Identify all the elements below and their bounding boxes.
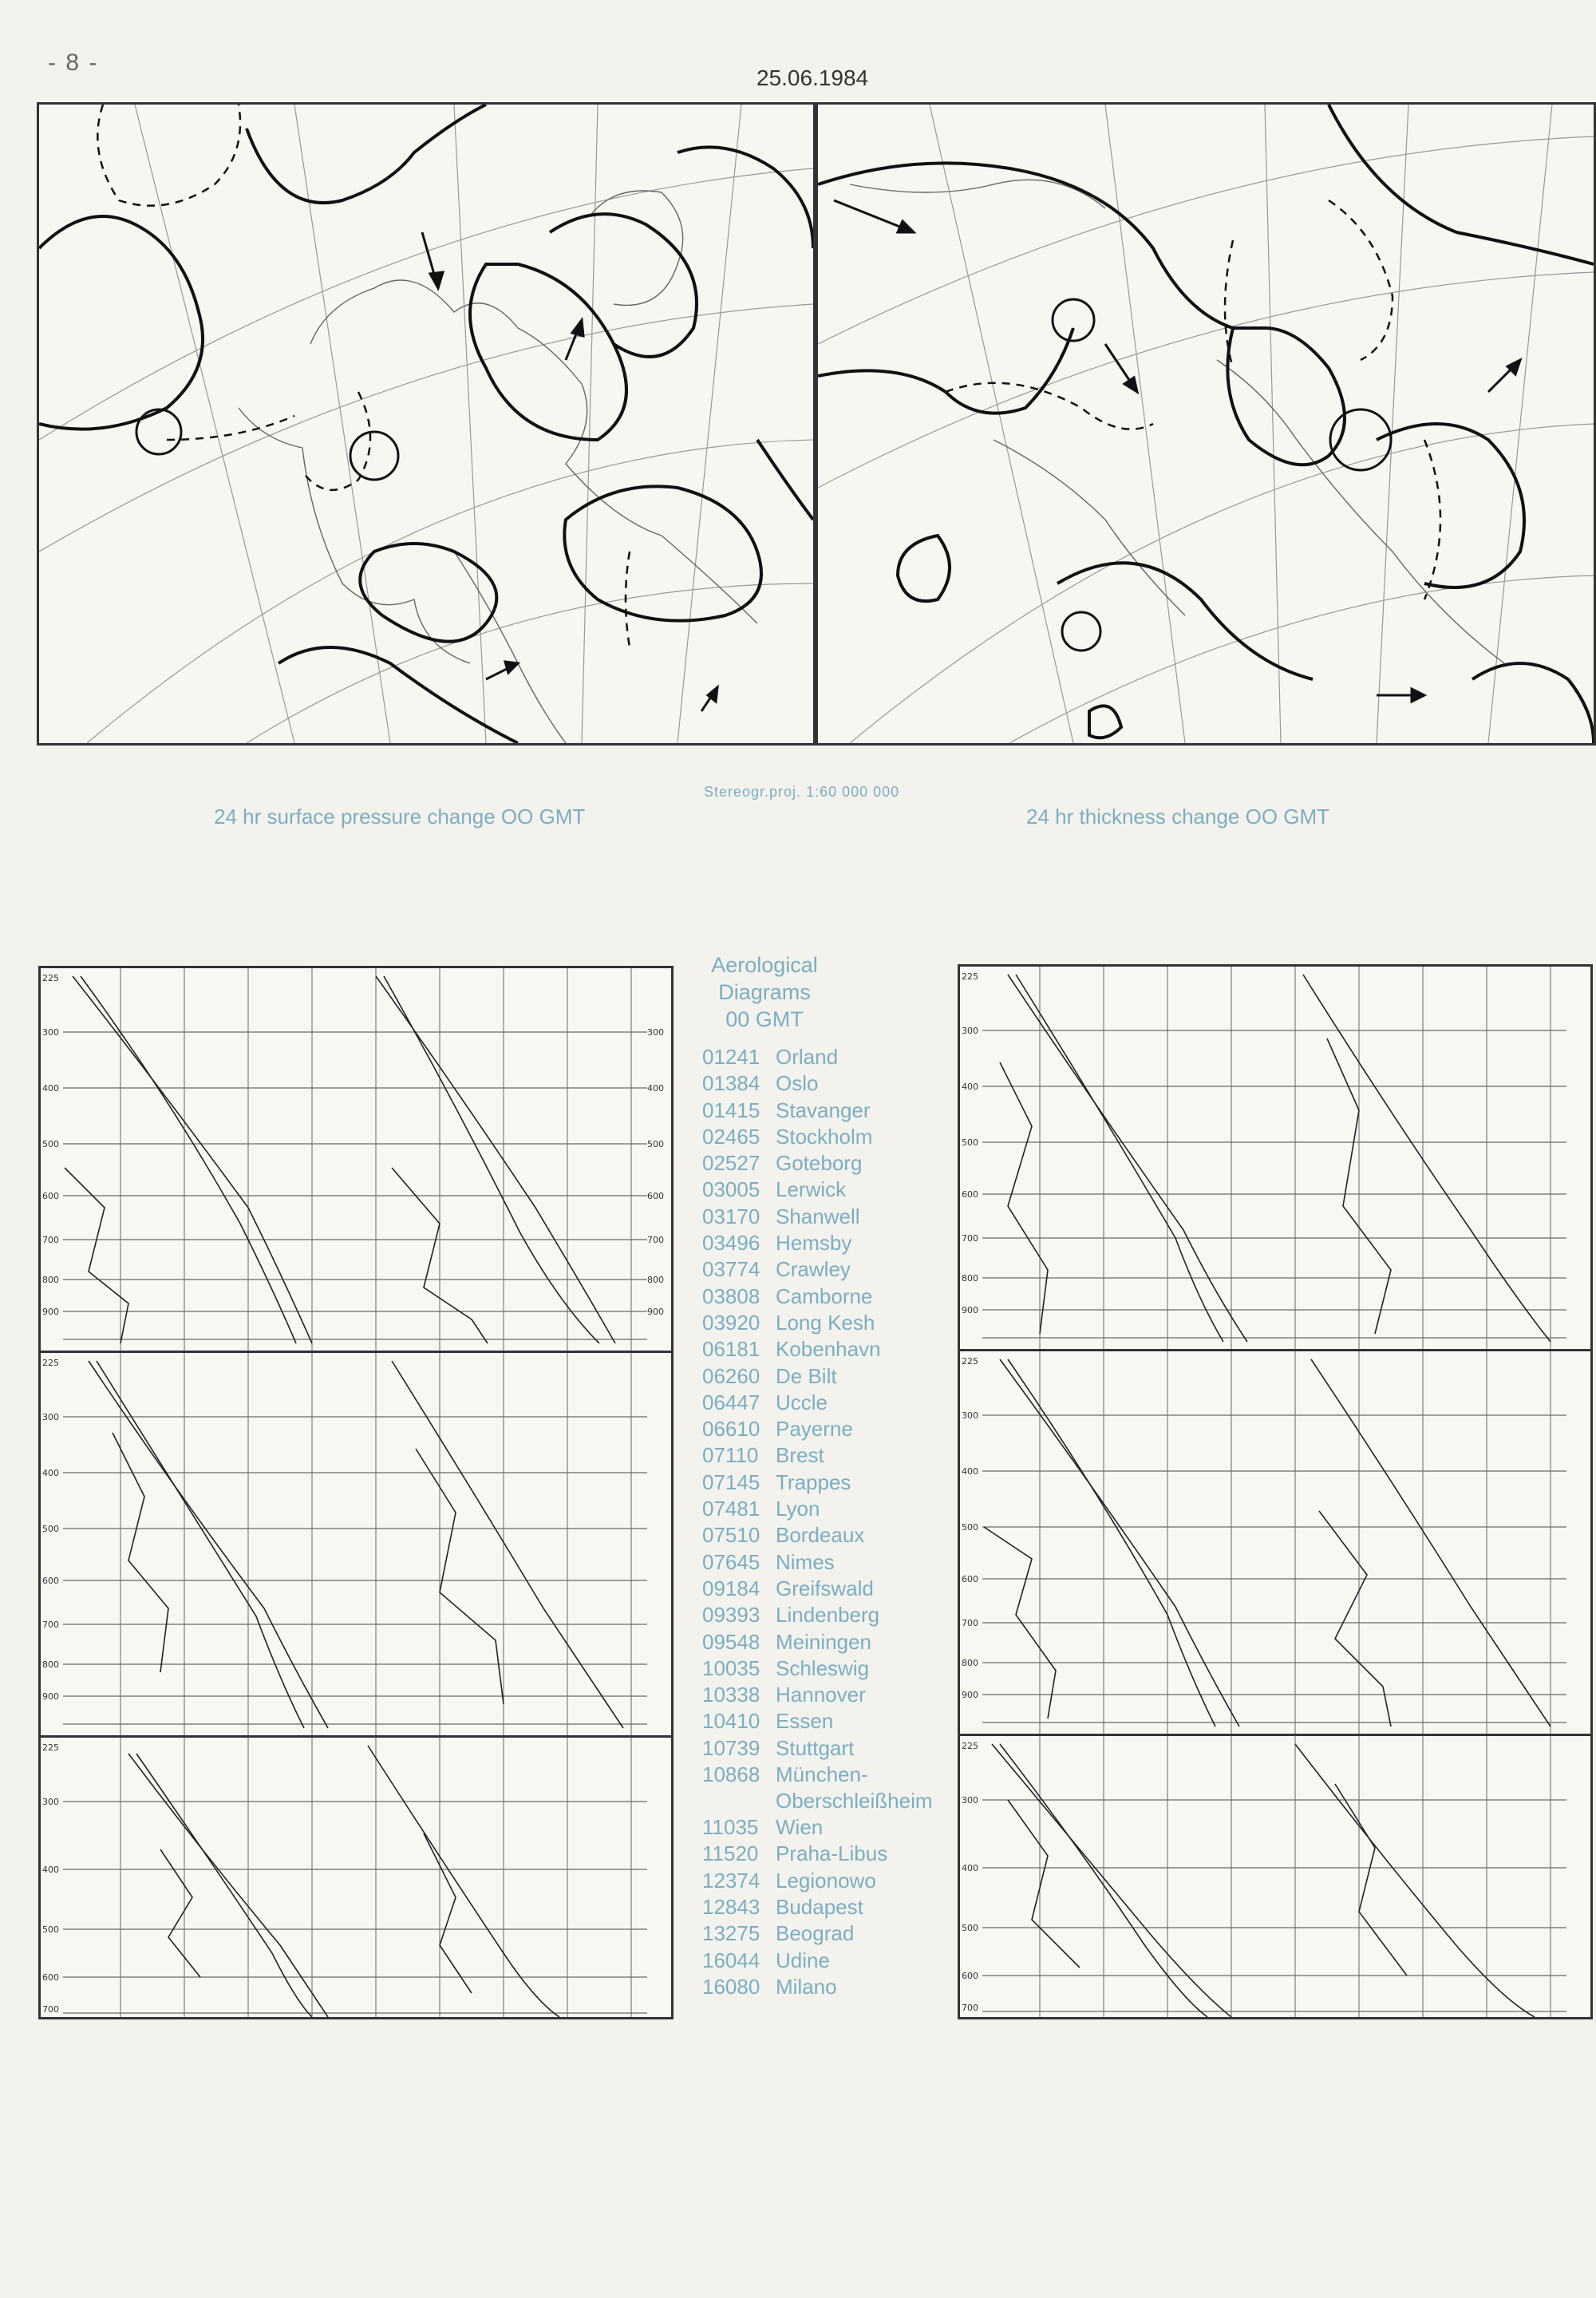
diagram-grid — [41, 1353, 671, 1736]
thickness-change-caption: 24 hr thickness change OO GMT — [1026, 805, 1330, 829]
page-number: - 8 - — [48, 49, 99, 76]
station-name: Wien — [776, 1815, 824, 1840]
station-row — [702, 1682, 942, 1708]
station-row — [702, 1070, 942, 1097]
svg-text:400: 400 — [962, 1466, 978, 1477]
station-row — [702, 1098, 942, 1124]
station-row — [702, 1894, 942, 1920]
station-code: 06447 — [702, 1390, 760, 1414]
svg-text:700: 700 — [647, 1235, 664, 1245]
station-code: 03005 — [702, 1177, 760, 1202]
diagram-grid — [960, 1351, 1590, 1734]
svg-text:225: 225 — [42, 1358, 59, 1368]
svg-text:400: 400 — [962, 1863, 978, 1873]
station-code: 03920 — [702, 1310, 760, 1335]
station-name: Long Kesh — [776, 1310, 875, 1335]
station-row — [702, 1920, 942, 1947]
station-name: Crawley — [776, 1257, 851, 1282]
station-code: 06260 — [702, 1363, 760, 1388]
page-date: 25.06.1984 — [757, 65, 869, 90]
svg-text:400: 400 — [42, 1468, 59, 1478]
station-name: Legionowo — [776, 1868, 876, 1893]
station-name: Udine — [776, 1948, 830, 1972]
svg-text:900: 900 — [647, 1307, 664, 1317]
station-code: 07110 — [702, 1443, 759, 1468]
station-row — [702, 1576, 942, 1602]
station-code: 16080 — [702, 1974, 760, 1999]
svg-text:300: 300 — [647, 1027, 664, 1038]
station-name: Lindenberg — [776, 1603, 880, 1628]
svg-text:600: 600 — [647, 1191, 664, 1201]
station-code: 01384 — [702, 1071, 760, 1096]
station-code: 11035 — [702, 1815, 759, 1840]
station-name: Oslo — [776, 1071, 819, 1096]
svg-text:700: 700 — [962, 1618, 978, 1628]
station-name: Schleswig — [776, 1655, 870, 1680]
svg-text:500: 500 — [962, 1923, 978, 1933]
svg-text:700: 700 — [42, 2004, 59, 2015]
station-row — [702, 1868, 942, 1894]
station-code: 07145 — [702, 1469, 760, 1494]
svg-text:700: 700 — [42, 1620, 59, 1630]
svg-text:600: 600 — [962, 1971, 978, 1981]
station-code: 12843 — [702, 1894, 760, 1919]
station-code: 02465 — [702, 1124, 760, 1149]
station-row — [702, 1363, 942, 1390]
station-code: 03170 — [702, 1204, 760, 1228]
station-row — [702, 1974, 942, 2000]
station-name: Brest — [776, 1443, 824, 1468]
aerological-title-line3: 00 GMT — [725, 1007, 804, 1031]
thickness-map-drawing — [818, 105, 1594, 743]
station-row — [702, 1416, 942, 1442]
station-code: 11520 — [702, 1841, 759, 1866]
svg-text:225: 225 — [962, 1741, 978, 1751]
svg-text:300: 300 — [962, 1026, 978, 1036]
station-row — [702, 1283, 942, 1310]
station-row — [702, 1150, 942, 1177]
station-row — [702, 1469, 942, 1496]
station-name: Lyon — [776, 1497, 820, 1521]
aerological-diagram-right-bottom — [958, 1734, 1593, 2019]
station-row — [702, 1124, 942, 1150]
svg-text:800: 800 — [962, 1273, 978, 1283]
svg-text:800: 800 — [42, 1275, 59, 1285]
svg-text:700: 700 — [962, 2003, 978, 2013]
svg-text:300: 300 — [962, 1410, 978, 1421]
station-name: Stuttgart — [776, 1735, 855, 1760]
station-row — [702, 1841, 942, 1867]
svg-text:500: 500 — [647, 1139, 664, 1149]
svg-text:900: 900 — [42, 1691, 59, 1702]
station-row — [702, 1336, 942, 1363]
svg-text:500: 500 — [42, 1139, 59, 1149]
station-code: 10868 — [702, 1762, 760, 1787]
station-row — [702, 1522, 942, 1548]
station-code: 13275 — [702, 1921, 760, 1946]
svg-text:400: 400 — [42, 1865, 59, 1875]
svg-text:400: 400 — [647, 1083, 664, 1094]
station-row — [702, 1044, 942, 1070]
svg-text:600: 600 — [42, 1576, 59, 1586]
aerological-diagram-left-top — [38, 966, 674, 1354]
station-code: 07481 — [702, 1497, 760, 1521]
station-name: Budapest — [776, 1894, 863, 1919]
station-name: Orland — [776, 1045, 839, 1069]
station-code: 12374 — [702, 1868, 760, 1893]
diagram-grid — [960, 967, 1590, 1350]
svg-text:500: 500 — [42, 1524, 59, 1534]
svg-text:800: 800 — [647, 1275, 664, 1285]
station-name: Hemsby — [776, 1231, 852, 1256]
svg-text:500: 500 — [42, 1924, 59, 1935]
station-code: 03808 — [702, 1283, 760, 1308]
aerological-diagram-right-top — [958, 964, 1593, 1352]
svg-text:700: 700 — [962, 1233, 978, 1244]
station-name: Stockholm — [776, 1124, 873, 1149]
svg-text:300: 300 — [42, 1027, 59, 1038]
station-name: Beograd — [776, 1921, 855, 1946]
station-name: Payerne — [776, 1417, 853, 1442]
station-code: 09548 — [702, 1629, 760, 1654]
projection-note: Stereogr.proj. 1:60 000 000 — [704, 784, 900, 800]
station-code: 01241 — [702, 1045, 760, 1069]
station-row — [702, 1230, 942, 1256]
svg-text:600: 600 — [42, 1972, 59, 1983]
diagram-grid — [960, 1736, 1590, 2017]
station-list — [702, 1044, 942, 2000]
station-row — [702, 1442, 942, 1469]
station-code: 07510 — [702, 1523, 760, 1548]
svg-text:225: 225 — [962, 971, 978, 982]
station-name: Shanwell — [776, 1204, 860, 1228]
svg-text:900: 900 — [42, 1307, 59, 1317]
station-name: Meiningen — [776, 1629, 871, 1654]
station-code: 10739 — [702, 1735, 760, 1760]
svg-text:800: 800 — [42, 1659, 59, 1670]
aerological-diagram-right-middle — [958, 1349, 1593, 1737]
svg-text:600: 600 — [962, 1574, 978, 1584]
station-name: Uccle — [776, 1390, 828, 1414]
station-code: 06181 — [702, 1337, 760, 1362]
svg-text:500: 500 — [962, 1137, 978, 1148]
svg-text:900: 900 — [962, 1305, 978, 1315]
svg-text:600: 600 — [42, 1191, 59, 1201]
aerological-heading — [701, 951, 828, 1033]
station-name: Camborne — [776, 1283, 873, 1308]
station-row — [702, 1948, 942, 1974]
station-name: Stavanger — [776, 1098, 871, 1122]
station-name: Trappes — [776, 1469, 851, 1494]
station-code: 07645 — [702, 1549, 760, 1574]
svg-text:500: 500 — [962, 1522, 978, 1533]
diagram-grid — [41, 1738, 671, 2017]
station-code: 06610 — [702, 1417, 760, 1442]
station-code: 10410 — [702, 1709, 760, 1734]
aerological-diagram-left-middle — [38, 1351, 674, 1738]
station-name: Goteborg — [776, 1151, 863, 1176]
station-code: 02527 — [702, 1151, 760, 1176]
aerological-title-line2: Diagrams — [718, 980, 811, 1004]
svg-text:400: 400 — [962, 1082, 978, 1092]
svg-text:400: 400 — [42, 1083, 59, 1094]
station-name: Greifswald — [776, 1576, 874, 1600]
station-code: 10035 — [702, 1655, 760, 1680]
station-name: München-Oberschleißheim — [776, 1762, 933, 1813]
station-name: Praha-Libus — [776, 1841, 888, 1866]
diagram-grid — [41, 968, 671, 1351]
station-row — [702, 1762, 942, 1814]
station-code: 10338 — [702, 1683, 760, 1707]
svg-text:225: 225 — [962, 1356, 978, 1367]
svg-text:225: 225 — [42, 973, 59, 983]
station-code: 03774 — [702, 1257, 760, 1282]
station-row — [702, 1496, 942, 1522]
station-row — [702, 1655, 942, 1682]
surface-pressure-caption: 24 hr surface pressure change OO GMT — [214, 805, 586, 829]
station-row — [702, 1390, 942, 1416]
station-row — [702, 1814, 942, 1841]
surface-pressure-map-drawing — [39, 105, 813, 743]
station-name: Kobenhavn — [776, 1337, 881, 1362]
station-name: Nimes — [776, 1549, 835, 1574]
station-code: 16044 — [702, 1948, 760, 1972]
svg-text:800: 800 — [962, 1658, 978, 1668]
svg-text:600: 600 — [962, 1189, 978, 1200]
station-name: Essen — [776, 1709, 834, 1734]
surface-pressure-change-map — [37, 102, 816, 746]
station-row — [702, 1177, 942, 1203]
thickness-change-map — [816, 102, 1596, 746]
station-row — [702, 1256, 942, 1283]
station-name: Milano — [776, 1974, 837, 1999]
station-row — [702, 1735, 942, 1762]
svg-text:700: 700 — [42, 1235, 59, 1245]
svg-text:225: 225 — [42, 1742, 59, 1753]
svg-text:300: 300 — [42, 1412, 59, 1422]
station-code: 09184 — [702, 1576, 760, 1600]
station-name: Hannover — [776, 1683, 866, 1707]
svg-text:900: 900 — [962, 1690, 978, 1700]
station-name: De Bilt — [776, 1363, 837, 1388]
station-name: Lerwick — [776, 1177, 847, 1202]
station-row — [702, 1549, 942, 1576]
station-code: 03496 — [702, 1231, 760, 1256]
svg-text:300: 300 — [42, 1797, 59, 1807]
aerological-title-line1: Aerological — [711, 953, 818, 977]
station-name: Bordeaux — [776, 1523, 865, 1548]
station-code: 09393 — [702, 1603, 760, 1628]
station-code: 01415 — [702, 1098, 760, 1122]
station-row — [702, 1310, 942, 1336]
aerological-diagram-left-bottom — [38, 1735, 674, 2019]
station-row — [702, 1204, 942, 1230]
svg-text:300: 300 — [962, 1795, 978, 1806]
station-row — [702, 1602, 942, 1628]
station-row — [702, 1708, 942, 1734]
station-row — [702, 1629, 942, 1655]
